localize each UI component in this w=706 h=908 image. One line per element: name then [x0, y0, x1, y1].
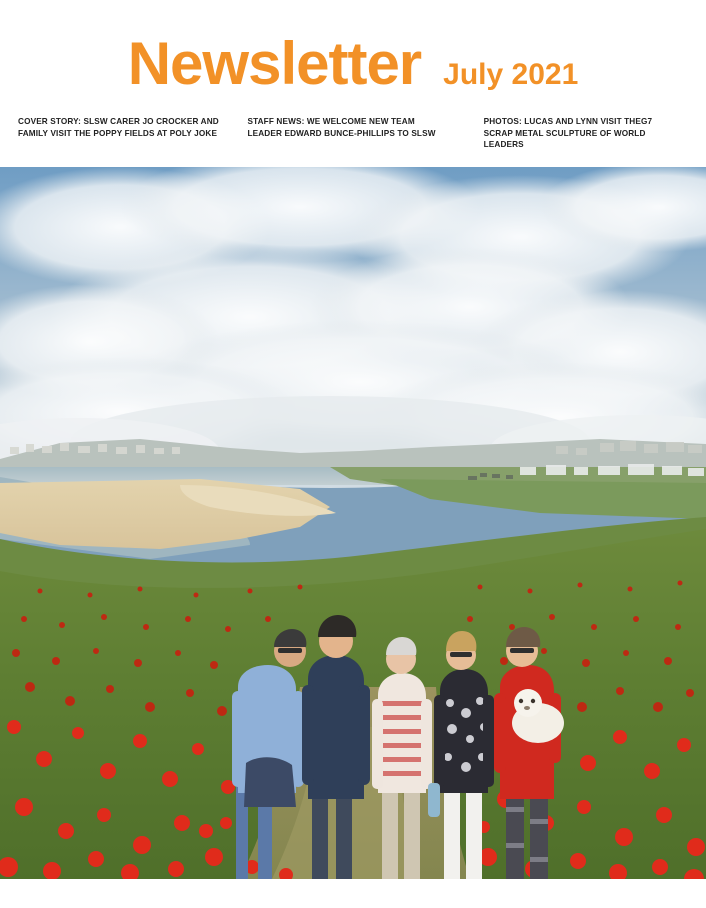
issue-date: July 2021 — [443, 58, 579, 91]
page-title: Newsletter — [127, 30, 422, 97]
cover-photograph — [0, 167, 706, 879]
masthead — [0, 0, 706, 97]
teaser-strip — [0, 94, 706, 167]
teaser-photos: PHOTOS: LUCAS AND LYNN VISIT THEG7 SCRAP METAL SCULPTURE OF WORLD LEADERS — [483, 117, 653, 150]
teaser-staff-news: STAFF NEWS: WE WELCOME NEW TEAM LEADER EDWARD BUNCE-PHILLIPS TO SLSW — [247, 117, 436, 138]
teaser-cover-story: COVER STORY: SLSW CARER JO CROCKER AND FAMILY VISIT THE POPPY FIELDS AT POLY JOKE — [18, 117, 219, 138]
